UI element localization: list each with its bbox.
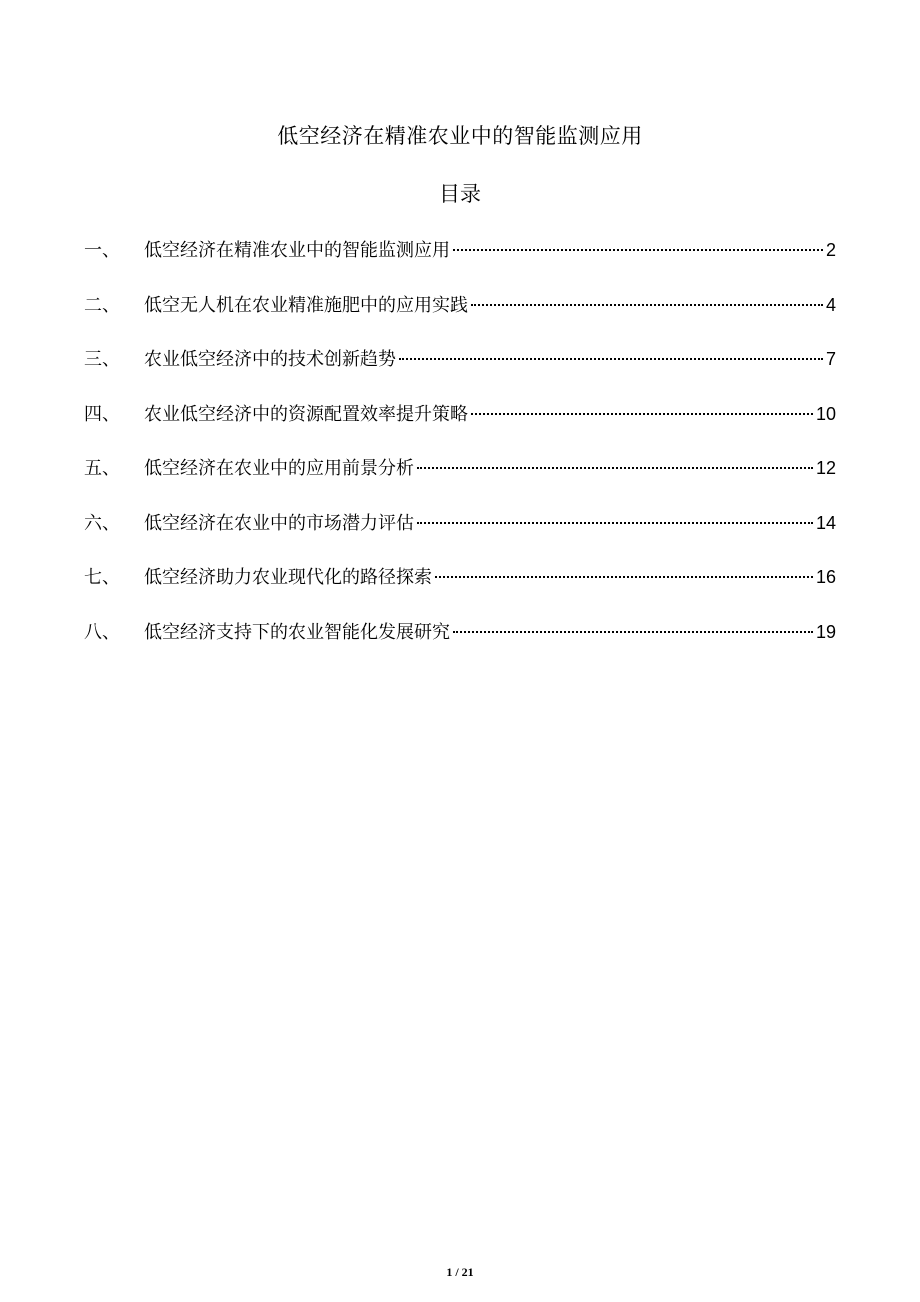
toc-entry-2[interactable] xyxy=(84,289,836,344)
toc-entry-title[interactable]: 低空经济在农业中的应用前景分析 xyxy=(144,458,414,479)
toc-entry-page[interactable]: 12 xyxy=(815,458,836,478)
toc-entry-title[interactable]: 低空无人机在农业精准施肥中的应用实践 xyxy=(144,294,468,316)
toc-entry-page[interactable]: 16 xyxy=(815,567,836,587)
toc-entry-4[interactable] xyxy=(84,398,836,453)
toc-dot-leader xyxy=(417,522,813,524)
toc-entry-8[interactable] xyxy=(84,616,836,671)
toc-dot-leader xyxy=(399,358,823,360)
toc-entry-5[interactable] xyxy=(84,452,836,507)
toc-entry-number: 五、 xyxy=(84,458,120,479)
page-number-footer: 1 / 21 xyxy=(446,1265,474,1279)
toc-entry-number: 四、 xyxy=(84,403,120,425)
toc-dot-leader xyxy=(471,304,823,306)
toc-dot-leader xyxy=(471,413,813,415)
toc-entry-page[interactable]: 19 xyxy=(815,621,836,642)
document-title: 低空经济在精准农业中的智能监测应用 xyxy=(277,124,643,148)
toc-entry-page[interactable]: 10 xyxy=(815,403,836,424)
toc-entry-1[interactable] xyxy=(84,234,836,289)
toc-entry-number: 六、 xyxy=(84,512,120,534)
toc-entry-3[interactable] xyxy=(84,343,836,398)
toc-dot-leader xyxy=(453,631,813,633)
toc-entry-title[interactable]: 农业低空经济中的资源配置效率提升策略 xyxy=(144,403,468,425)
toc-entry-page[interactable]: 7 xyxy=(825,349,836,369)
toc-entry-title[interactable]: 低空经济助力农业现代化的路径探索 xyxy=(144,567,432,588)
toc-entry-title[interactable]: 低空经济支持下的农业智能化发展研究 xyxy=(144,621,450,643)
toc-dot-leader xyxy=(435,576,813,578)
toc-heading: 目录 xyxy=(439,182,481,206)
toc-entry-6[interactable] xyxy=(84,507,836,562)
toc-entry-number: 八、 xyxy=(84,621,120,643)
toc-entry-7[interactable] xyxy=(84,561,836,616)
toc-entry-number: 二、 xyxy=(84,294,120,316)
toc-entry-number: 三、 xyxy=(84,349,120,370)
toc-entry-page[interactable]: 4 xyxy=(825,294,836,315)
toc-entry-number: 一、 xyxy=(84,240,120,261)
toc-dot-leader xyxy=(417,467,813,469)
toc-entry-title[interactable]: 低空经济在农业中的市场潜力评估 xyxy=(144,512,414,534)
toc-entry-title[interactable]: 农业低空经济中的技术创新趋势 xyxy=(144,349,396,370)
toc-entry-number: 七、 xyxy=(84,567,120,588)
table-of-contents xyxy=(84,234,836,670)
toc-entry-title[interactable]: 低空经济在精准农业中的智能监测应用 xyxy=(144,240,450,261)
toc-dot-leader xyxy=(453,249,823,251)
toc-entry-page[interactable]: 14 xyxy=(815,512,836,533)
toc-entry-page[interactable]: 2 xyxy=(825,240,836,260)
